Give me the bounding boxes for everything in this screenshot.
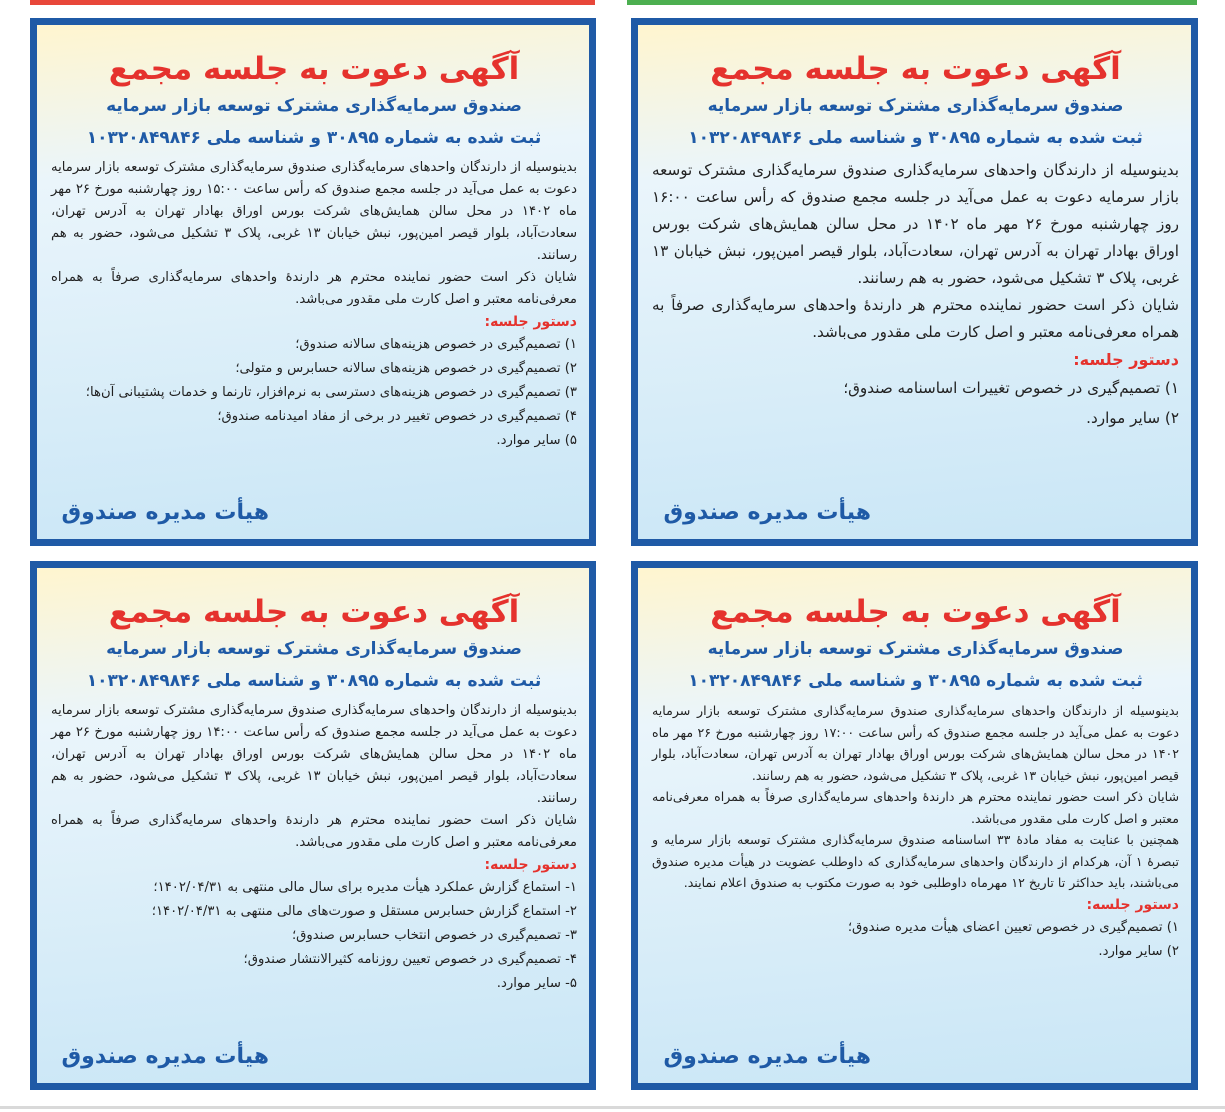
registration-line: ثبت شده به شماره ۳۰۸۹۵ و شناسه ملی ۱۰۳۲۰۸۴۹۸۴۶ (688, 128, 1143, 148)
agenda-title: دستور جلسه: (484, 314, 577, 330)
attendance-note: شایان ذکر است حضور نماینده محترم هر دارندهٔ واحدهای سرمایه‌گذاری صرفاً به همراه معرفی‌نامه معتبر و اصل کارت ملی مقدور می‌باشد. (652, 789, 1179, 826)
board-signature: هیأت مدیره صندوق (663, 1044, 871, 1069)
agenda-list (652, 916, 1179, 964)
registration-line: ثبت شده به شماره ۳۰۸۹۵ و شناسه ملی ۱۰۳۲۰۸۴۹۸۴۶ (86, 128, 542, 148)
agenda-item: ۲- استماع گزارش حسابرس مستقل و صورت‌های مالی منتهی به ۱۴۰۲/۰۴/۳۱؛ (151, 904, 577, 919)
agenda-title: دستور جلسه: (1073, 350, 1179, 369)
notice-card-top-left (30, 18, 596, 546)
agenda-list (51, 333, 577, 453)
top-accent-bar-red (30, 0, 595, 5)
agenda-title: دستور جلسه: (484, 857, 577, 873)
top-accent-bar-green (627, 0, 1197, 5)
agenda-item: ۴- تصمیم‌گیری در خصوص تعیین روزنامه کثیرالانتشار صندوق؛ (243, 952, 577, 967)
notice-title: آگهی دعوت به جلسه مجمع (710, 51, 1121, 87)
invitation-paragraph: بدینوسیله از دارندگان واحدهای سرمایه‌گذاری صندوق سرمایه‌گذاری مشترک توسعه بازار سرمایه دعوت به عمل می‌آید در جلسه مجمع صندوق که رأس ساعت ۱۴:۰۰ روز چهارشنبه مورخ ۲۶ مهر ماه ۱۴۰۲ در محل سالن همایش‌های شرکت بورس اوراق بهادار تهران به آدرس تهران، سعادت‌آباد، بلوار قیصر امین‌پور، نبش خیابان ۱۳ غربی، پلاک ۳ تشکیل می‌شود، حضور به هم رسانند. (51, 703, 578, 806)
agenda-list (51, 876, 577, 996)
attendance-note: شایان ذکر است حضور نماینده محترم هر دارندهٔ واحدهای سرمایه‌گذاری صرفاً به همراه معرفی‌نامه معتبر و اصل کارت ملی مقدور می‌باشد. (652, 296, 1179, 341)
agenda-item: ۲) سایر موارد. (1086, 409, 1179, 427)
notice-title: آگهی دعوت به جلسه مجمع (108, 594, 520, 630)
agenda-item: ۱) تصمیم‌گیری در خصوص هزینه‌های سالانه صندوق؛ (295, 337, 577, 352)
bottom-divider (0, 1106, 1225, 1109)
notice-title: آگهی دعوت به جلسه مجمع (710, 594, 1121, 630)
agenda-item: ۱) تصمیم‌گیری در خصوص تعیین اعضای هیأت مدیره صندوق؛ (847, 919, 1179, 935)
agenda-list (652, 373, 1179, 433)
invitation-paragraph: بدینوسیله از دارندگان واحدهای سرمایه‌گذاری صندوق سرمایه‌گذاری مشترک توسعه بازار سرمایه دعوت به عمل می‌آید در جلسه مجمع صندوق که رأس ساعت ۱۶:۰۰ روز چهارشنبه مورخ ۲۶ مهر ماه ۱۴۰۲ در محل سالن همایش‌های شرکت بورس اوراق بهادار تهران به آدرس تهران، سعادت‌آباد، بلوار قیصر امین‌پور، نبش خیابان ۱۳ غربی، پلاک ۳ تشکیل می‌شود، حضور به هم رسانند. (652, 161, 1179, 287)
agenda-item: ۲) تصمیم‌گیری در خصوص هزینه‌های سالانه حسابرس و متولی؛ (235, 361, 577, 376)
attendance-note: شایان ذکر است حضور نماینده محترم هر دارندهٔ واحدهای سرمایه‌گذاری صرفاً به همراه معرفی‌نامه معتبر و اصل کارت ملی مقدور می‌باشد. (51, 813, 577, 850)
board-signature: هیأت مدیره صندوق (61, 1044, 269, 1069)
fund-name: صندوق سرمایه‌گذاری مشترک توسعه بازار سرمایه (707, 639, 1124, 659)
fund-name: صندوق سرمایه‌گذاری مشترک توسعه بازار سرمایه (707, 96, 1124, 116)
agenda-item: ۳) تصمیم‌گیری در خصوص هزینه‌های دسترسی به نرم‌افزار، تارنما و خدمات پشتیبانی آن‌ها؛ (85, 385, 577, 400)
notice-card-bottom-left (30, 561, 596, 1090)
agenda-item: ۵- سایر موارد. (496, 976, 577, 991)
invitation-paragraph: بدینوسیله از دارندگان واحدهای سرمایه‌گذاری صندوق سرمایه‌گذاری مشترک توسعه بازار سرمایه دعوت به عمل می‌آید در جلسه مجمع صندوق که رأس ساعت ۱۵:۰۰ روز چهارشنبه مورخ ۲۶ مهر ماه ۱۴۰۲ در محل سالن همایش‌های شرکت بورس اوراق بهادار تهران به آدرس تهران، سعادت‌آباد، بلوار قیصر امین‌پور، نبش خیابان ۱۳ غربی، پلاک ۳ تشکیل می‌شود، حضور به هم رسانند. (51, 160, 578, 263)
board-signature: هیأت مدیره صندوق (663, 500, 871, 525)
board-candidacy-paragraph: همچنین با عنایت به مفاد مادهٔ ۳۳ اساسنامه صندوق سرمایه‌گذاری مشترک توسعه بازار سرمایه و تبصرهٔ ۱ آن، هرکدام از دارندگان واحدهای سرمایه‌گذاری که داوطلب عضویت در هیأت مدیره صندوق می‌باشند، باید حداکثر تا تاریخ ۱۲ مهرماه داوطلبی خود به صورت مکتوب به صندوق اعلام نمایند. (652, 832, 1179, 890)
fund-name: صندوق سرمایه‌گذاری مشترک توسعه بازار سرمایه (106, 96, 522, 116)
attendance-note: شایان ذکر است حضور نماینده محترم هر دارندهٔ واحدهای سرمایه‌گذاری صرفاً به همراه معرفی‌نامه معتبر و اصل کارت ملی مقدور می‌باشد. (51, 270, 577, 307)
agenda-item: ۳- تصمیم‌گیری در خصوص انتخاب حسابرس صندوق؛ (291, 928, 577, 943)
fund-name: صندوق سرمایه‌گذاری مشترک توسعه بازار سرمایه (106, 639, 522, 659)
registration-line: ثبت شده به شماره ۳۰۸۹۵ و شناسه ملی ۱۰۳۲۰۸۴۹۸۴۶ (86, 671, 542, 691)
agenda-item: ۱- استماع گزارش عملکرد هیأت مدیره برای سال مالی منتهی به ۱۴۰۲/۰۴/۳۱؛ (153, 880, 577, 895)
board-signature: هیأت مدیره صندوق (61, 500, 269, 525)
agenda-item: ۱) تصمیم‌گیری در خصوص تغییرات اساسنامه صندوق؛ (843, 379, 1179, 397)
agenda-item: ۵) سایر موارد. (496, 433, 577, 448)
notice-title: آگهی دعوت به جلسه مجمع (108, 51, 520, 87)
invitation-paragraph: بدینوسیله از دارندگان واحدهای سرمایه‌گذاری صندوق سرمایه‌گذاری مشترک توسعه بازار سرمایه دعوت به عمل می‌آید در جلسه مجمع صندوق که رأس ساعت ۱۷:۰۰ روز چهارشنبه مورخ ۲۶ مهر ماه ۱۴۰۲ در محل سالن همایش‌های شرکت بورس اوراق بهادار تهران به آدرس تهران، سعادت‌آباد، بلوار قیصر امین‌پور، نبش خیابان ۱۳ غربی، پلاک ۳ تشکیل می‌شود، حضور به هم رسانند. (652, 703, 1180, 783)
notice-card-top-right (631, 18, 1198, 546)
notice-card-bottom-right (631, 561, 1198, 1090)
agenda-item: ۲) سایر موارد. (1098, 943, 1179, 959)
registration-line: ثبت شده به شماره ۳۰۸۹۵ و شناسه ملی ۱۰۳۲۰۸۴۹۸۴۶ (688, 671, 1143, 691)
agenda-title: دستور جلسه: (1086, 896, 1179, 913)
agenda-item: ۴) تصمیم‌گیری در خصوص تغییر در برخی از مفاد امیدنامه صندوق؛ (217, 409, 577, 424)
